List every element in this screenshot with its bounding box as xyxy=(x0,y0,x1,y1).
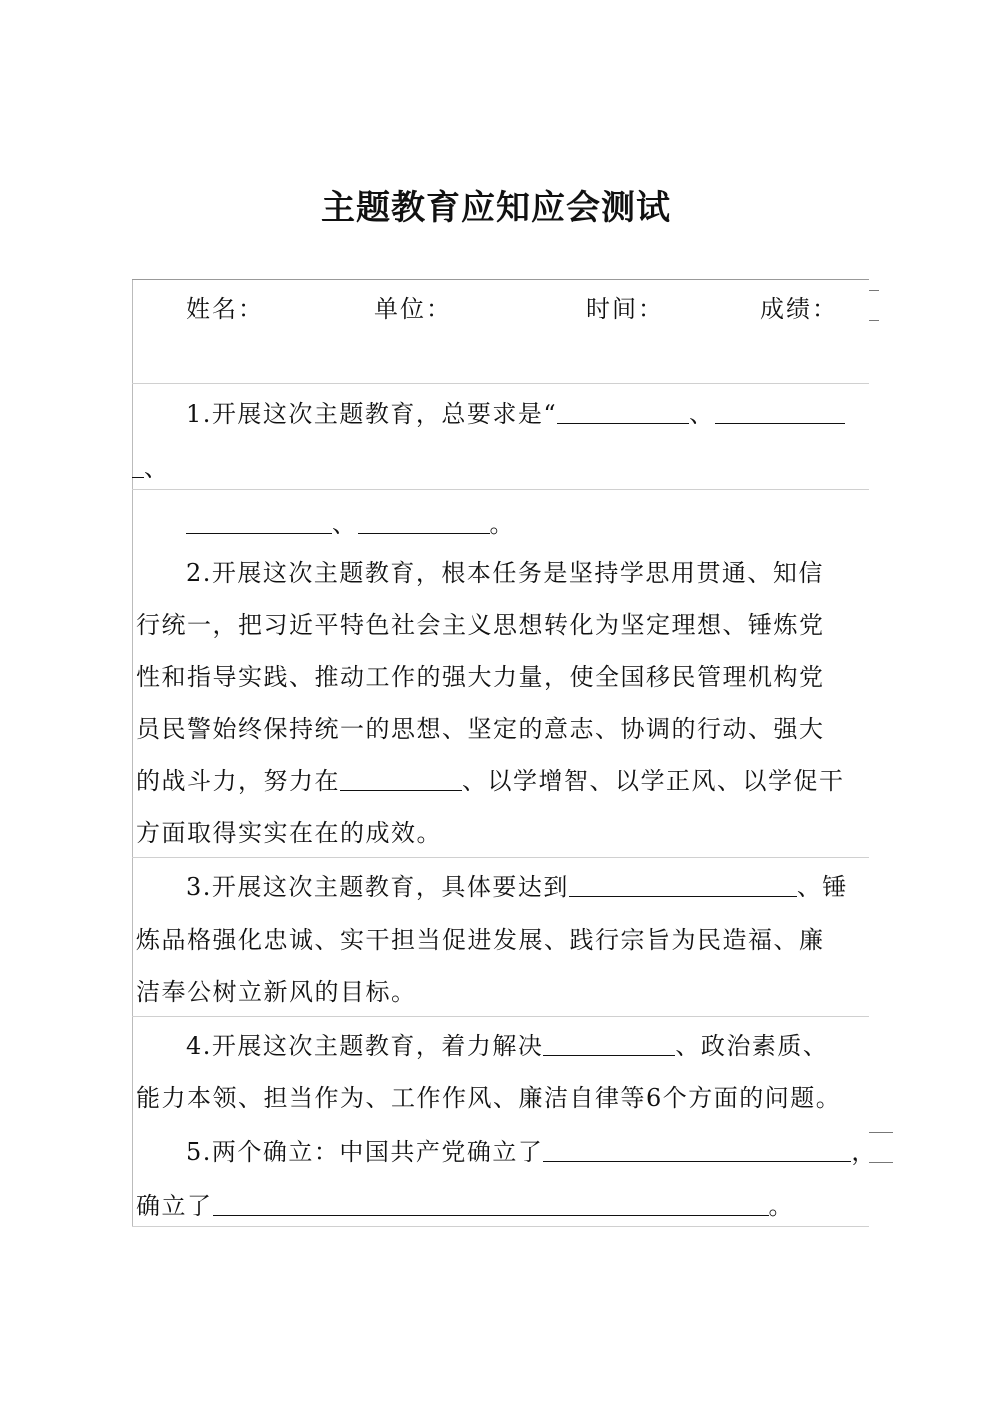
question-1-text: 1.开展这次主题教育，总要求是“ xyxy=(186,400,558,428)
answer-blank[interactable] xyxy=(186,511,332,534)
question-3-line: 洁奉公树立新风的目标。 xyxy=(136,978,417,1006)
answer-blank[interactable] xyxy=(715,401,845,424)
row-divider xyxy=(132,1016,869,1017)
question-2-line: 员民警始终保持统一的思想、坚定的意志、协调的行动、强大 xyxy=(136,715,825,743)
answer-blank[interactable] xyxy=(569,874,797,897)
question-1-cont xyxy=(132,452,170,484)
question-2-line: 行统一，把习近平特色社会主义思想转化为坚定理想、锤炼党 xyxy=(136,611,825,639)
answer-blank[interactable] xyxy=(340,768,462,791)
question-2-text: 的战斗力，努力在 xyxy=(136,767,340,795)
question-4-line: 能力本领、担当作为、工作作风、廉洁自律等6个方面的问题。 xyxy=(136,1084,842,1112)
question-2-text: 、以学增智、以学正风、以学促干 xyxy=(462,767,845,795)
time-field-label: 时间： xyxy=(586,295,664,323)
edge-mark xyxy=(869,320,879,321)
answer-blank[interactable] xyxy=(557,401,689,424)
question-5-text: 。 xyxy=(768,1192,794,1220)
row-divider xyxy=(132,489,869,490)
question-1 xyxy=(186,398,845,430)
edge-mark xyxy=(869,1132,893,1133)
page-title: 主题教育应知应会测试 xyxy=(321,188,671,228)
question-4-text: 、政治素质、 xyxy=(675,1032,829,1060)
question-3-line xyxy=(186,871,848,903)
unit-field-label: 单位： xyxy=(374,295,452,323)
table-bottom-border xyxy=(132,1226,869,1227)
score-field-label: 成绩： xyxy=(760,295,838,323)
question-2-line xyxy=(136,765,845,797)
question-5-text: 5.两个确立：中国共产党确立了 xyxy=(186,1138,544,1166)
question-1-cont xyxy=(186,508,515,540)
question-3-line: 炼品格强化忠诚、实干担当促进发展、践行宗旨为民造福、廉 xyxy=(136,926,825,954)
question-5-line xyxy=(186,1136,877,1168)
question-2-line: 性和指导实践、推动工作的强大力量，使全国移民管理机构党 xyxy=(136,663,825,691)
question-4-text: 4.开展这次主题教育，着力解决 xyxy=(186,1032,544,1060)
edge-mark xyxy=(869,290,879,291)
question-2-line: 方面取得实实在在的成效。 xyxy=(136,819,442,847)
answer-blank[interactable] xyxy=(543,1139,851,1162)
table-top-border xyxy=(132,279,869,280)
question-5-text: ， xyxy=(851,1138,877,1166)
separator: 、 xyxy=(689,400,715,428)
question-4-line xyxy=(186,1030,828,1062)
edge-mark xyxy=(869,1162,893,1163)
answer-blank[interactable] xyxy=(213,1193,769,1216)
separator: 、 xyxy=(332,510,358,538)
question-5-text: 确立了 xyxy=(136,1192,213,1220)
answer-blank[interactable] xyxy=(132,455,144,478)
question-3-text: 、锤 xyxy=(796,873,848,901)
question-5-line xyxy=(136,1190,794,1222)
row-divider xyxy=(132,383,869,384)
answer-blank[interactable] xyxy=(358,511,490,534)
name-field-label: 姓名： xyxy=(186,295,264,323)
period: 。 xyxy=(489,510,515,538)
row-divider xyxy=(132,857,869,858)
answer-blank[interactable] xyxy=(543,1033,675,1056)
separator: 、 xyxy=(144,454,170,482)
question-2-line: 2.开展这次主题教育，根本任务是坚持学思用贯通、知信 xyxy=(186,559,824,587)
question-3-text: 3.开展这次主题教育，具体要达到 xyxy=(186,873,569,901)
